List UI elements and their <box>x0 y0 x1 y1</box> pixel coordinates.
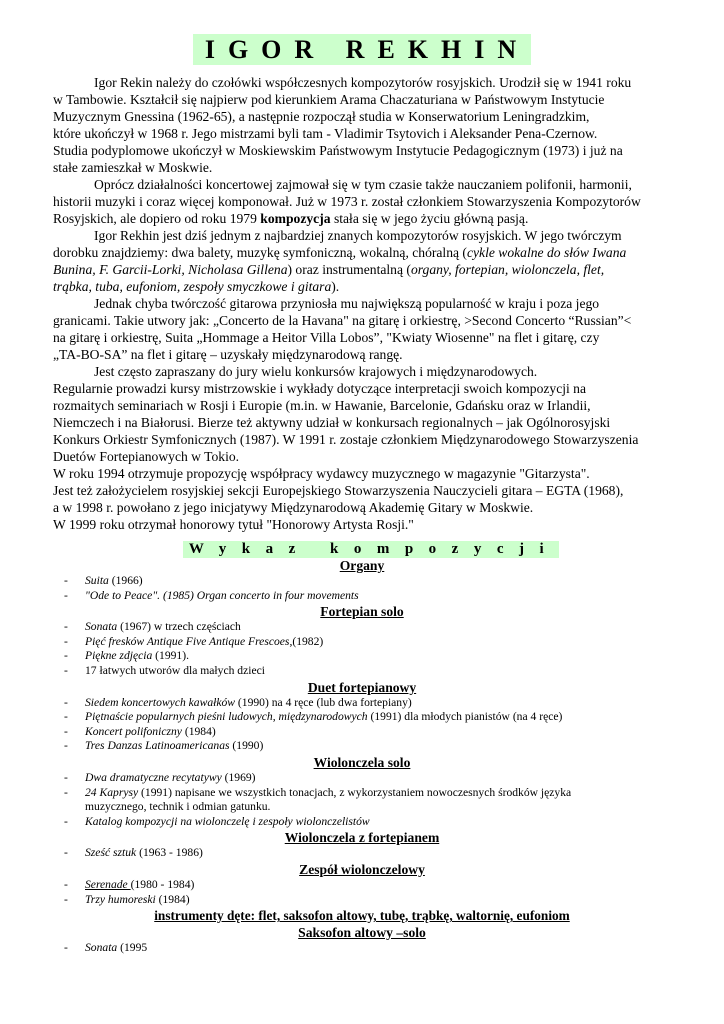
list-item: - Sonata (1967) w trzech częściach <box>0 620 724 635</box>
works-list <box>0 557 724 956</box>
list-item: - Piętnaście popularnych pieśni ludowych, międzynarodowych (1991) dla młodych pianistów (na 4 ręce) <box>0 710 580 725</box>
section-organy: Organy <box>339 558 385 573</box>
list-item: - 24 Kaprysy (1991) napisane we wszystkich tonacjach, z wykorzystaniem nowoczesnych środków języka muzycznego, technik i odmian gatunku. <box>0 786 580 815</box>
section-wiolonczela-fortepian: Wiolonczela z fortepianem <box>284 830 440 846</box>
list-item: - Katalog kompozycji na wiolonczelę i zespoły wiolonczelistów <box>0 815 724 830</box>
list-item: - Siedem koncertowych kawałków (1990) na 4 ręce (lub dwa fortepiany) <box>0 696 724 711</box>
list-item: - 17 łatwych utworów dla małych dzieci <box>0 664 724 679</box>
bio-line: które ukończył w 1968 r. Jego mistrzami byli tam - Vladimir Tsytovich i Aleksander Pena-Czernow. <box>53 126 598 141</box>
bio-line: Muzycznym Gnessina (1962-65), a następnie rozpoczął studia w Konserwatorium Leningradzkim, <box>53 109 590 124</box>
bio-line: historii muzyki i coraz więcej komponował. Już w 1973 r. został członkiem Stowarzyszenia Kompozytorów <box>53 194 641 209</box>
section-zespol: Zespół wiolonczelowy <box>299 861 425 877</box>
bio-line: w Tambowie. Kształcił się najpierw pod kierunkiem Arama Chaczaturiana w Państwowym Instytucie <box>53 92 605 107</box>
list-item: - Pięć fresków Antique Five Antique Frescoes,(1982) <box>0 635 724 650</box>
section-instrumenty: instrumenty dęte: flet, saksofon altowy, tubę, trąbkę, waltornię, eufoniom <box>154 908 570 924</box>
document-title: IGOR REKHIN <box>193 34 531 65</box>
section-duet: Duet fortepianowy <box>307 679 417 695</box>
bio-line: W roku 1994 otrzymuje propozycję współpracy wydawcy muzycznego w magazynie "Gitarzysta". <box>53 466 590 481</box>
bio-line: a w 1998 r. powołano z jego inicjatywy Międzynarodową Akademię Gitary w Moskwie. <box>53 500 534 515</box>
list-item: - Koncert polifoniczny (1984) <box>0 725 724 740</box>
list-item: - Dwa dramatyczne recytatywy (1969) <box>0 771 724 786</box>
bio-line: rozmaitych seminariach w Rosji i Europie (m.in. w Hawanie, Barcelonie, Gdańsku oraz w Irlandii, <box>53 398 591 413</box>
list-item: - Sonata (1995 <box>0 941 724 956</box>
bio-line: granicami. Takie utwory jak: „Concerto de la Havana" na gitarę i orkiestrę, >Second Concerto “Russian”< <box>53 313 632 328</box>
bio-line: Igor Rekin należy do czołówki współczesnych kompozytorów rosyjskich. Urodził się w 1941 roku <box>94 75 632 90</box>
list-item: - Sześć sztuk (1963 - 1986) <box>0 846 724 861</box>
bio-line: Studia podyplomowe ukończył w Moskiewskim Państwowym Instytucie Pedagogicznym (1973) i już na <box>53 143 623 158</box>
list-item: - Serenade (1980 - 1984) <box>0 878 724 893</box>
bio-line: Bunina, F. Garcii-Lorki, Nicholasa Gillena) oraz instrumentalną (organy, fortepian, wiolonczela, flet, <box>53 262 605 277</box>
bio-line: na gitarę i orkiestrę, Suita „Hommage a Heitor Villa Lobos”, "Kwiaty Wiosenne" na flet i gitarę, czy <box>53 330 600 345</box>
bold-word: kompozycja <box>260 211 331 226</box>
list-item: - "Ode to Peace". (1985) Organ concerto in four movements <box>0 589 724 604</box>
list-item: - Trzy humoreski (1984) <box>0 893 724 908</box>
bio-line: Igor Rekhin jest dziś jednym z najbardziej znanych kompozytorów rosyjskich. W jego twórczym <box>94 228 622 243</box>
bio-line: Jest też założycielem rosyjskiej sekcji Europejskiego Stowarzyszenia Nauczycieli gitara – EGTA (1968), <box>53 483 624 498</box>
section-saksofon: Saksofon altowy –solo <box>298 925 426 941</box>
section-fortepian-solo: Fortepian solo <box>320 604 404 620</box>
bio-line: Oprócz działalności koncertowej zajmował się w tym czasie także nauczaniem polifonii, harmonii, <box>94 177 632 192</box>
list-item: - Tres Danzas Latinoamericanas (1990) <box>0 739 724 754</box>
bio-line: dorobku znajdziemy: dwa balety, muzykę symfoniczną, wokalną, chóralną (cykle wokalne do słów Iwana <box>53 245 627 260</box>
bio-line: W 1999 roku otrzymał honorowy tytuł "Honorowy Artysta Rosji." <box>53 517 414 532</box>
section-wiolonczela-solo: Wiolonczela solo <box>313 754 411 770</box>
bio-line: stałe zamieszkał w Moskwie. <box>53 160 213 175</box>
bio-line: Jest często zapraszany do jury wielu konkursów krajowych i międzynarodowych. <box>94 364 538 379</box>
works-list-heading: Wykaz kompozycji <box>183 541 559 558</box>
list-item: - Piękne zdjęcia (1991). <box>0 649 724 664</box>
bio-line: Regularnie prowadzi kursy mistrzowskie i wykłady dotyczące interpretacji swoich kompozycji na <box>53 381 587 396</box>
biography <box>53 74 688 533</box>
bio-line: Jednak chyba twórczość gitarowa przyniosła mu największą popularność w kraju i poza jego <box>94 296 600 311</box>
bio-line: Niemczech i na Białorusi. Bierze też aktywny udział w konkursach regionalnych – jak Ogólnorosyjski <box>53 415 611 430</box>
list-item: - Suita (1966) <box>0 574 724 589</box>
bio-line: Rosyjskich, ale dopiero od roku 1979 kompozycja stała się w jego życiu główną pasją. <box>53 211 529 226</box>
bio-line: trąbka, tuba, eufoniom, zespoły smyczkowe i gitara). <box>53 279 340 294</box>
bio-line: Konkurs Orkiestr Symfonicznych (1987). W 1991 r. zostaje członkiem Międzynarodowego Stowarzyszenia <box>53 432 639 447</box>
bio-line: Duetów Fortepianowych w Tokio. <box>53 449 240 464</box>
bio-line: „TA-BO-SA” na flet i gitarę – uzyskały międzynarodową rangę. <box>53 347 403 362</box>
